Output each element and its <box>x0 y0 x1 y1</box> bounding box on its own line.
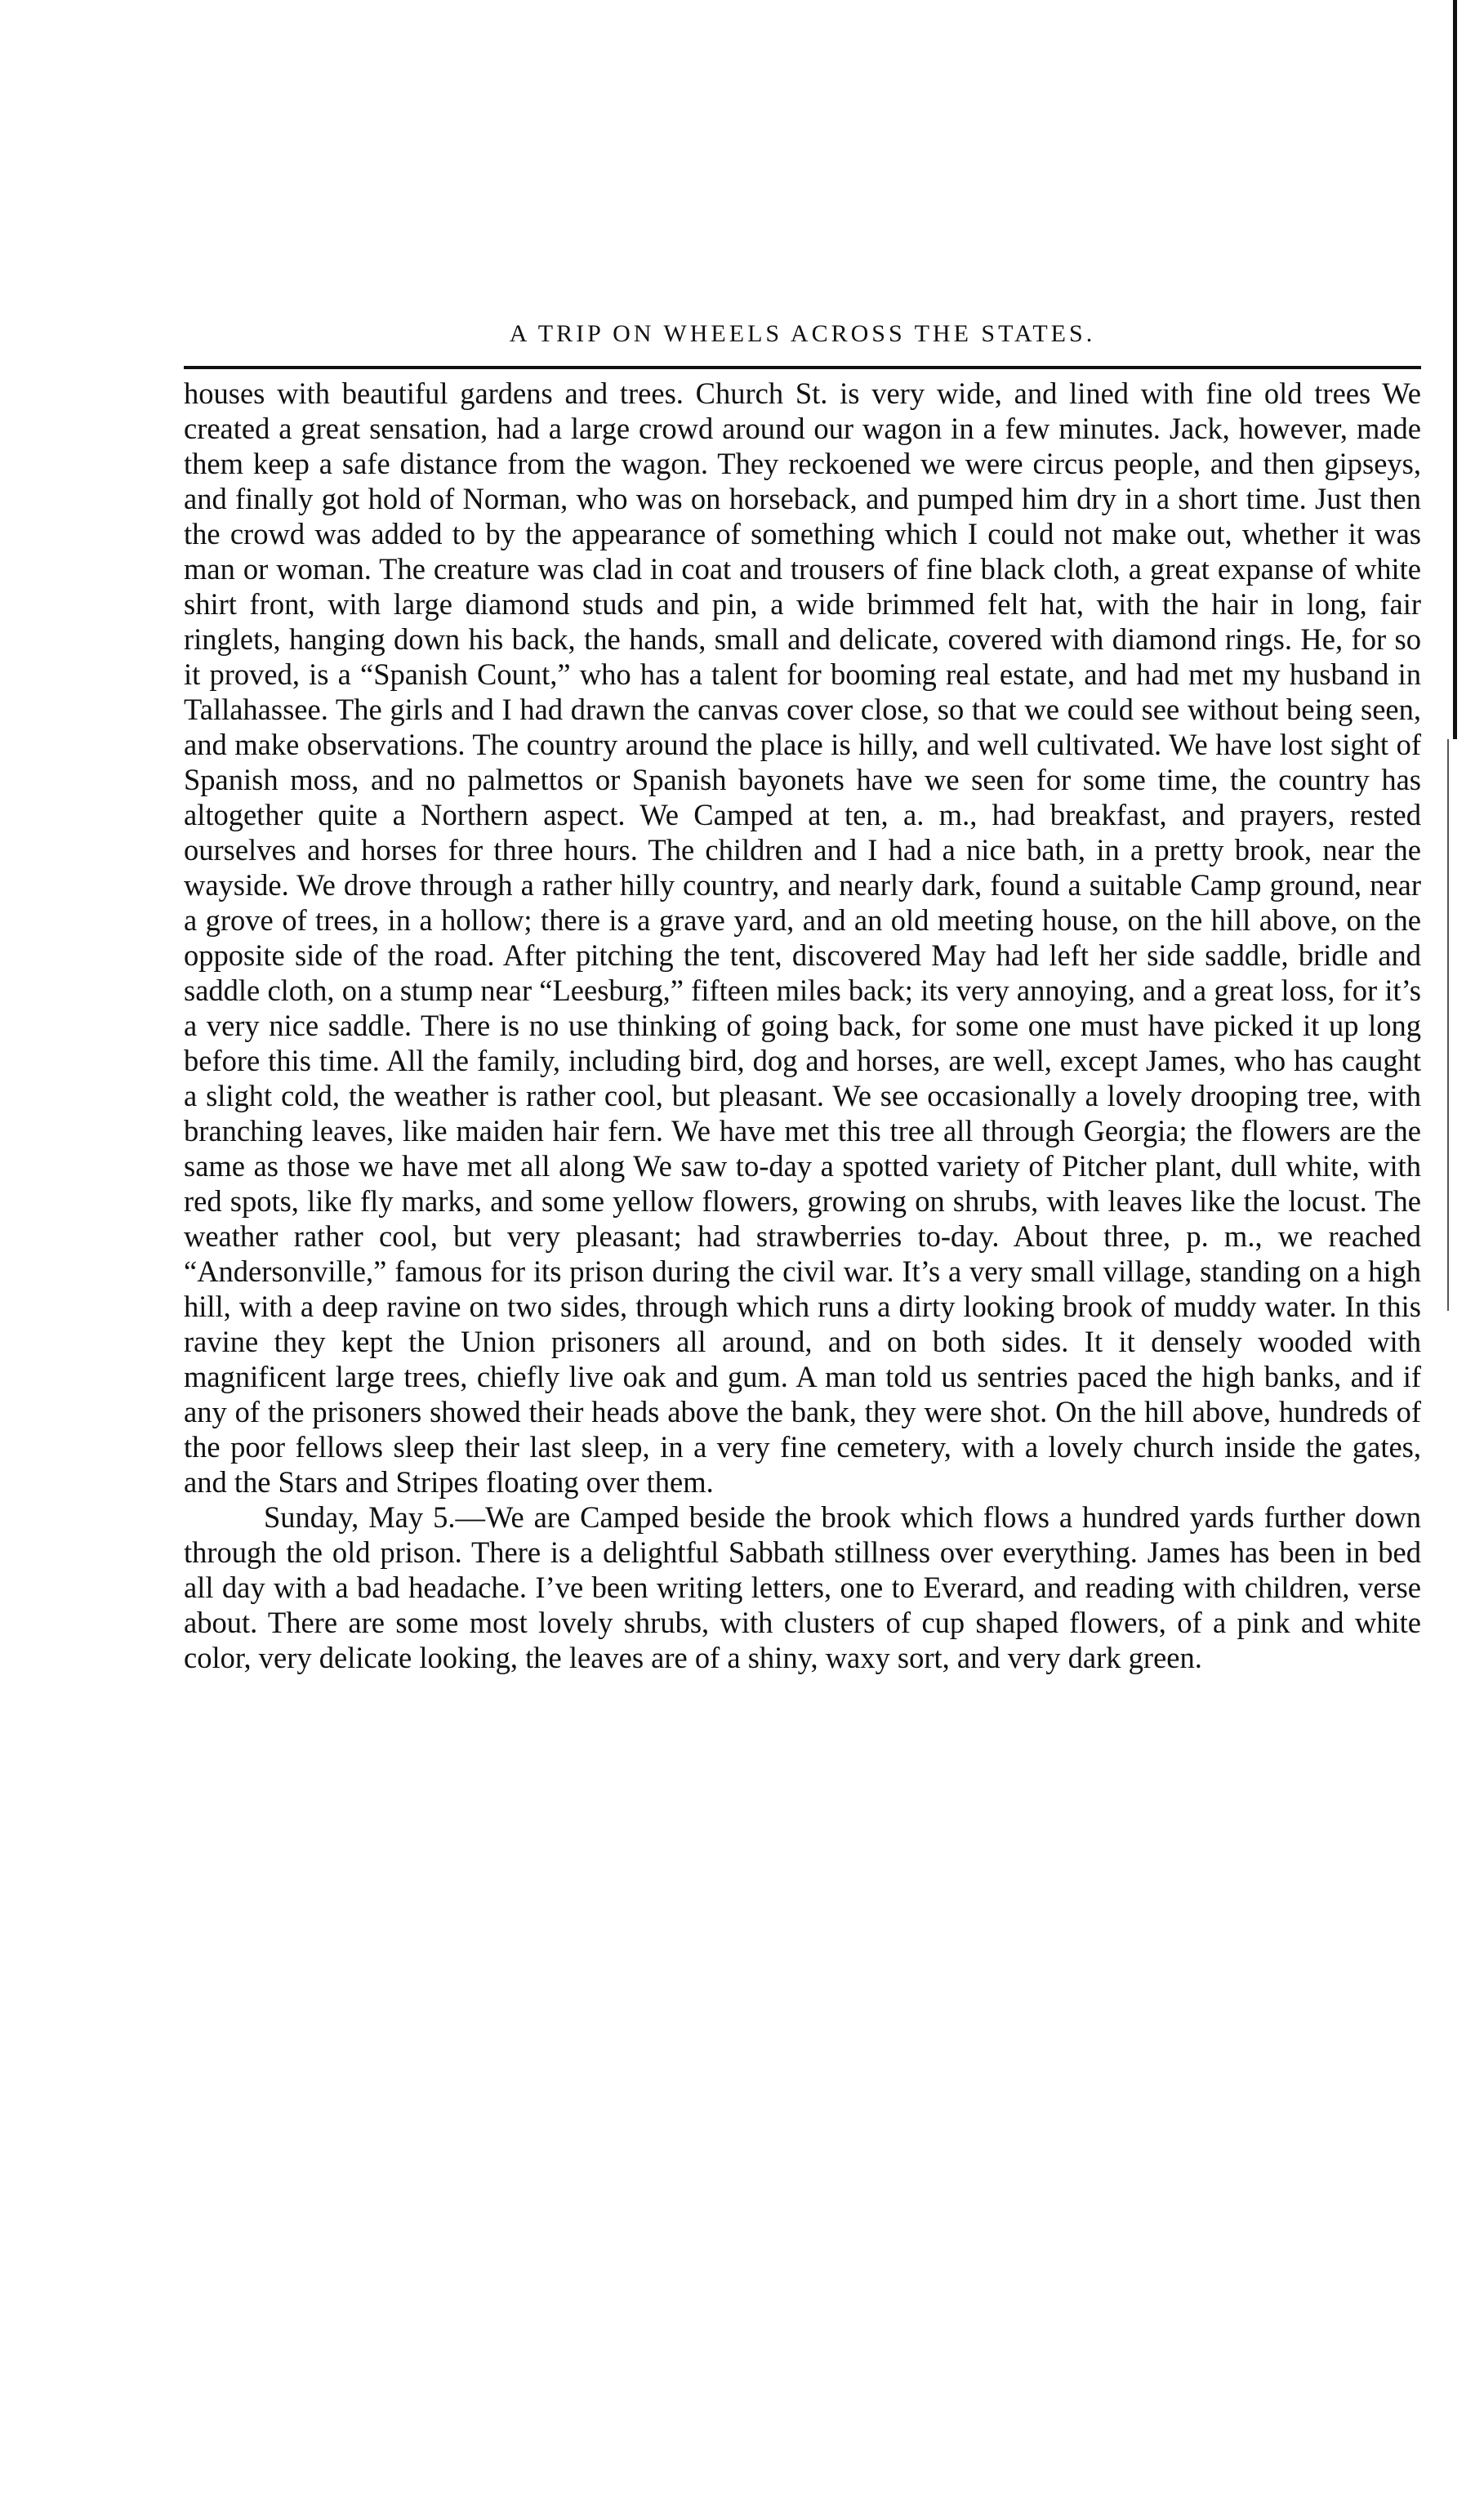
running-head: A TRIP ON WHEELS ACROSS THE STATES. <box>509 320 1096 347</box>
scan-edge-line-lower <box>1447 739 1449 1311</box>
header-rule <box>184 366 1421 369</box>
page-body <box>184 376 1421 1675</box>
paragraph-continued: houses with beautiful gardens and trees. Church St. is very wide, and lined with fine old trees We created a great sensation, had a large crowd around our wagon in a few minutes. Jack, however, made them keep a safe distance from the wagon. They reckoened we were circus people, and then gipseys, and finally got hold of Norman, who was on horseback, and pumped him dry in a short time. Just then the crowd was added to by the appearance of something which I could not make out, whether it was man or woman. The creature was clad in coat and trousers of fine black cloth, a great expanse of white shirt front, with large diamond studs and pin, a wide brimmed felt hat, with the hair in long, fair ringlets, hanging down his back, the hands, small and delicate, covered with diamond rings. He, for so it proved, is a “Spanish Count,” who has a talent for booming real estate, and had met my husband in Tallahassee. The girls and I had drawn the canvas cover close, so that we could see without being seen, and make observations. The country around the place is hilly, and well cultivated. We have lost sight of Spanish moss, and no palmettos or Spanish bayonets have we seen for some time, the country has altogether quite a Northern aspect. We Camped at ten, a. m., had breakfast, and prayers, rested ourselves and horses for three hours. The children and I had a nice bath, in a pretty brook, near the wayside. We drove through a rather hilly country, and nearly dark, found a suitable Camp ground, near a grove of trees, in a hollow; there is a grave yard, and an old meeting house, on the hill above, on the opposite side of the road. After pitching the tent, discovered May had left her side saddle, bridle and saddle cloth, on a stump near “Leesburg,” fifteen miles back; its very annoying, and a great loss, for it’s a very nice saddle. There is no use thinking of going back, for some one must have picked it up long before this time. All the family, including bird, dog and horses, are well, except James, who has caught a slight cold, the weather is rather cool, but pleasant. We see occasionally a lovely drooping tree, with branching leaves, like maiden hair fern. We have met this tree all through Georgia; the flowers are the same as those we have met all along We saw to-day a spotted variety of Pitcher plant, dull white, with red spots, like fly marks, and some yellow flowers, growing on shrubs, with leaves like the locust. The weather rather cool, but very pleasant; had strawberries to-day. About three, p. m., we reached “Andersonville,” famous for its prison during the civil war. It’s a very small village, standing on a high hill, with a deep ravine on two sides, through which runs a dirty looking brook of muddy water. In this ravine they kept the Union prisoners all around, and on both sides. It it densely wooded with magnificent large trees, chiefly live oak and gum. A man told us sentries paced the high banks, and if any of the prisoners showed their heads above the bank, they were shot. On the hill above, hundreds of the poor fellows sleep their last sleep, in a very fine cemetery, with a lovely church inside the gates, and the Stars and Stripes floating over them. <box>184 377 1421 1499</box>
scan-edge-line <box>1453 0 1457 739</box>
paragraph-sunday-may-5: Sunday, May 5.—We are Camped beside the brook which flows a hundred yards further down through the old prison. There is a delightful Sabbath stillness over everything. James has been in bed all day with a bad headache. I’ve been writing letters, one to Everard, and reading with children, verse about. There are some most lovely shrubs, with clusters of cup shaped flowers, of a pink and white color, very delicate looking, the leaves are of a shiny, waxy sort, and very dark green. <box>184 1500 1421 1674</box>
